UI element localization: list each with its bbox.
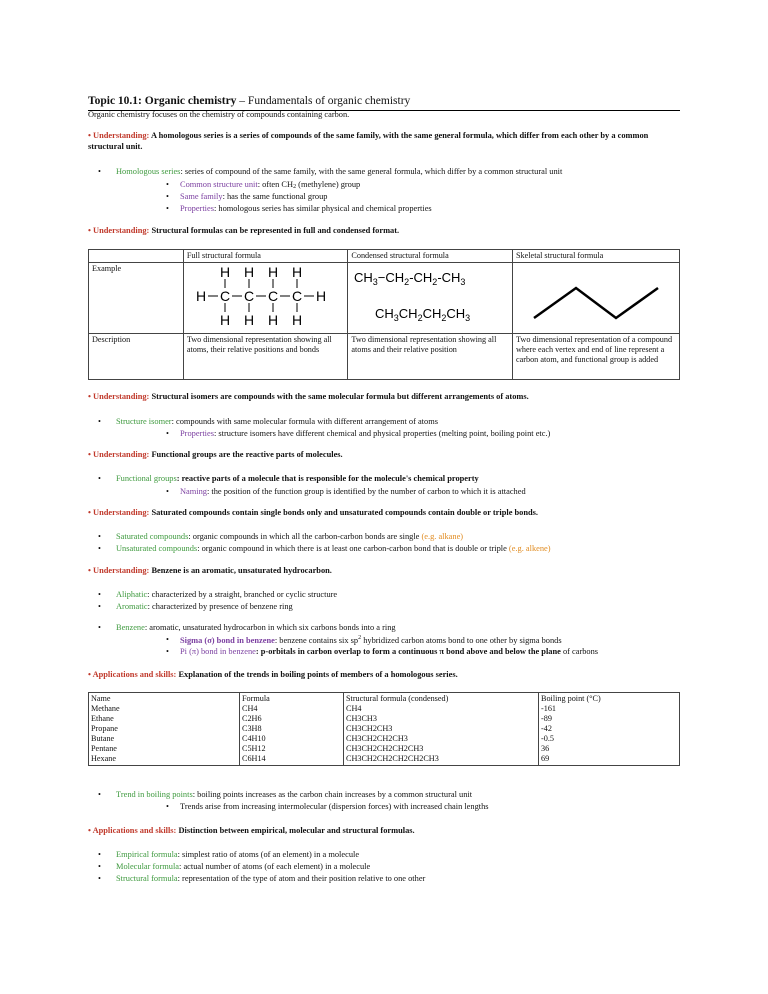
table-cell: -0.5 <box>541 734 554 743</box>
boiling-point-table <box>88 692 680 766</box>
subbullet-sigma <box>180 635 676 647</box>
understanding-functional-groups <box>88 450 680 461</box>
bullet-text: : aromatic, unsaturated hydrocarbon in which six carbons bonds into a ring <box>144 623 396 632</box>
table-cell: Pentane <box>91 744 117 753</box>
formulas-column <box>240 693 344 766</box>
bullet-text: : representation of the type of atom and their position relative to one other <box>177 874 426 883</box>
svg-text:C: C <box>267 288 278 305</box>
bullet-unsaturated <box>116 544 676 555</box>
term-sigma-bond: Sigma (σ) bond in benzene <box>180 635 275 645</box>
understanding-text: Benzene is an aromatic, unsaturated hydrocarbon. <box>149 566 332 575</box>
table-cell: C3H8 <box>242 724 262 733</box>
bullet-saturated <box>116 532 676 543</box>
table-cell: C2H6 <box>242 714 262 723</box>
skeletal-structural-cell <box>513 263 680 333</box>
bullet-text: : characterized by presence of benzene ring <box>147 602 293 611</box>
understanding-structural-formulas <box>88 226 680 237</box>
subbullet-text-end: of carbons <box>560 647 599 656</box>
understanding-label: • Understanding: <box>88 131 150 140</box>
structural-column <box>344 693 539 766</box>
column-header: Structural formula (condensed) <box>346 694 449 703</box>
svg-text:H: H <box>291 312 302 329</box>
subbullet-text-end: (methylene) group <box>296 180 361 189</box>
table-cell: C5H12 <box>242 744 266 753</box>
subbullet-text: : has the same functional group <box>222 192 328 201</box>
bullet-functional-groups <box>116 474 676 485</box>
subbullet-text: : the position of the function group is identified by the number of carbon to which it is attached <box>206 487 526 496</box>
svg-text:H: H <box>267 264 278 281</box>
svg-text:H: H <box>219 264 230 281</box>
application-boiling-points <box>88 670 680 681</box>
table-header-cell <box>89 250 184 263</box>
table-header-cell: Condensed structural formula <box>348 250 513 263</box>
row-label-example: Example <box>89 263 184 333</box>
term-benzene: Benzene <box>116 623 145 632</box>
title-rest: – Fundamentals of organic chemistry <box>236 95 411 107</box>
bullet-text: : simplest ratio of atoms (of an element) in a molecule <box>177 850 360 859</box>
table-row-description <box>89 333 680 379</box>
table-cell: -42 <box>541 724 552 733</box>
table-cell: C6H14 <box>242 754 266 763</box>
bullet-text: : compounds with same molecular formula with different arrangement of atoms <box>171 417 438 426</box>
bullet-text: : reactive parts of a molecule that is responsible for the molecule's chemical property <box>176 474 479 483</box>
table-cell: CH3CH2CH3 <box>346 724 393 733</box>
understanding-homologous <box>88 131 680 153</box>
bullet-molecular <box>116 862 676 873</box>
table-cell: CH3CH2CH2CH3 <box>346 734 408 743</box>
table-cell: -161 <box>541 704 557 713</box>
understanding-text: Functional groups are the reactive parts of molecules. <box>149 450 343 459</box>
subbullet-text: : benzene contains six sp <box>274 635 359 645</box>
subbullet-text: : homologous series has similar physical and chemical properties <box>213 204 432 213</box>
understanding-text: Structural isomers are compounds with the same molecular formula but different arrangements of atoms. <box>149 392 529 401</box>
term-homologous: Homologous series <box>116 167 181 176</box>
bullet-trend <box>116 790 676 801</box>
bullet-structure-isomer <box>116 417 676 428</box>
application-label: • Applications and skills: <box>88 670 177 679</box>
skeletal-formula-image <box>516 264 676 328</box>
bullet-aromatic <box>116 602 676 613</box>
term-functional-groups: Functional groups <box>116 474 177 483</box>
example-alkene: (e.g. alkene) <box>508 544 551 553</box>
svg-text:H: H <box>195 288 206 305</box>
structural-formula-table <box>88 249 680 380</box>
svg-text:H: H <box>243 312 254 329</box>
table-cell: CH4 <box>346 704 362 713</box>
subbullet-text: : often CH <box>257 180 294 189</box>
table-cell: Ethane <box>91 714 114 723</box>
bullet-text: : actual number of atoms (of each element) in a molecule <box>179 862 371 871</box>
description-skeletal: Two dimensional representation of a compound where each vertex and end of line represent a carbon atom, and functional group is added <box>513 333 680 379</box>
term-unsaturated: Unsaturated compounds <box>116 544 198 553</box>
svg-text:H: H <box>291 264 302 281</box>
svg-text:H: H <box>315 288 326 305</box>
svg-text:H: H <box>219 312 230 329</box>
bullet-structural <box>116 874 676 885</box>
term-structural: Structural formula <box>116 874 178 883</box>
term-pi-bond: Pi (π) bond in benzene <box>180 647 256 656</box>
understanding-label: • Understanding: <box>88 508 150 517</box>
understanding-label: • Understanding: <box>88 566 150 575</box>
term-same-family: Same family <box>180 192 223 201</box>
subbullet-properties <box>180 204 676 215</box>
subbullet-text: Trends arise from increasing intermolecular (dispersion forces) with increased chain lengths <box>180 802 489 811</box>
svg-text:C: C <box>219 288 230 305</box>
title-bold: Topic 10.1: Organic chemistry <box>88 95 237 107</box>
application-text: Distinction between empirical, molecular and structural formulas. <box>176 826 415 835</box>
condensed-structural-cell <box>348 263 513 333</box>
table-cell: CH3CH2CH2CH2CH2CH3 <box>346 754 439 763</box>
table-cell: Butane <box>91 734 115 743</box>
column-header: Name <box>91 694 111 703</box>
term-aliphatic: Aliphatic <box>116 590 148 599</box>
intro-text: Organic chemistry focuses on the chemistry of compounds containing carbon. <box>88 110 350 119</box>
subbullet-text: : p-orbitals in carbon overlap to form a continuous π bond above and below the plane <box>255 647 561 656</box>
table-row-example <box>89 263 680 333</box>
boiling-point-column <box>539 693 680 766</box>
bullet-homologous <box>116 167 676 178</box>
understanding-benzene <box>88 566 680 577</box>
bullet-text: : boiling points increases as the carbon chain increases by a common structural unit <box>192 790 473 799</box>
example-alkane: (e.g. alkane) <box>421 532 464 541</box>
description-full: Two dimensional representation showing all atoms, their relative positions and bonds <box>183 333 348 379</box>
application-text: Explanation of the trends in boiling points of members of a homologous series. <box>176 670 458 679</box>
svg-text:C: C <box>291 288 302 305</box>
term-structure-unit: Common structure unit <box>180 180 258 189</box>
full-structural-formula-image <box>187 264 337 328</box>
table-header-cell: Skeletal structural formula <box>513 250 680 263</box>
understanding-text: A homologous series is a series of compounds of the same family, with the same general formula, which differ from each other by a common structural unit. <box>88 131 649 151</box>
names-column <box>89 693 240 766</box>
subbullet-structure-unit <box>180 180 676 192</box>
bullet-empirical <box>116 850 676 861</box>
table-cell: C4H10 <box>242 734 266 743</box>
subbullet-text-end: hybridized carbon atoms bond to one other by sigma bonds <box>361 635 562 645</box>
subbullet-naming <box>180 487 676 498</box>
understanding-text: Saturated compounds contain single bonds only and unsaturated compounds contain double or triple bonds. <box>149 508 539 517</box>
full-structural-drawing <box>183 263 348 333</box>
understanding-isomers <box>88 392 680 403</box>
understanding-saturated <box>88 508 680 519</box>
table-cell: Methane <box>91 704 120 713</box>
term-properties: Properties <box>180 429 214 438</box>
term-empirical: Empirical formula <box>116 850 178 859</box>
bullet-text: : organic compound in which there is at least one carbon-carbon bond that is double or triple <box>197 544 509 553</box>
term-properties: Properties <box>180 204 214 213</box>
term-saturated: Saturated compounds <box>116 532 189 541</box>
bullet-text: : organic compounds in which all the carbon-carbon bonds are single <box>188 532 422 541</box>
svg-text:C: C <box>243 288 254 305</box>
svg-text:CH3CH2CH2CH3: $CH_3CH_2CH_2CH_3$ <box>375 306 471 324</box>
column-header: Boiling point (°C) <box>541 694 601 703</box>
table-header-cell: Full structural formula <box>183 250 348 263</box>
svg-text:H: H <box>267 312 278 329</box>
table-cell: CH3CH3 <box>346 714 377 723</box>
table-cell: 36 <box>541 744 550 753</box>
table-cell: 69 <box>541 754 550 763</box>
table-row <box>89 693 680 766</box>
bullet-benzene <box>116 623 676 634</box>
subbullet-text: : structure isomers have different chemical and physical properties (melting point, boiling point etc.) <box>213 429 551 438</box>
table-cell: -89 <box>541 714 552 723</box>
table-cell: CH3CH2CH2CH2CH3 <box>346 744 424 753</box>
table-cell: CH4 <box>242 704 258 713</box>
svg-text:CH3−CH2-CH2-CH3: $CH_3-CH_2-CH_2-CH_3$ <box>354 270 466 288</box>
bullet-text: : characterized by a straight, branched or cyclic structure <box>147 590 338 599</box>
understanding-label: • Understanding: <box>88 226 150 235</box>
subbullet-isomer-properties <box>180 429 676 440</box>
term-aromatic: Aromatic <box>116 602 148 611</box>
description-condensed: Two dimensional representation showing all atoms and their relative position <box>348 333 513 379</box>
bullet-aliphatic <box>116 590 676 601</box>
subbullet-same-family <box>180 192 676 203</box>
condensed-formula-image <box>351 264 501 328</box>
column-header: Formula <box>242 694 270 703</box>
term-structure-isomer: Structure isomer <box>116 417 172 426</box>
application-formulas <box>88 826 680 837</box>
table-header-row <box>89 250 680 263</box>
term-molecular: Molecular formula <box>116 862 180 871</box>
understanding-label: • Understanding: <box>88 450 150 459</box>
table-cell: Hexane <box>91 754 117 763</box>
bullet-text: : series of compound of the same family, with the same general formula, which differ by a common structural unit <box>180 167 563 176</box>
application-label: • Applications and skills: <box>88 826 177 835</box>
table-cell: Propane <box>91 724 118 733</box>
subscript: 2 <box>293 184 297 190</box>
understanding-label: • Understanding: <box>88 392 150 401</box>
svg-text:H: H <box>243 264 254 281</box>
term-trend: Trend in boiling points <box>116 790 193 799</box>
row-label-description: Description <box>89 333 184 379</box>
subbullet-trend <box>180 802 676 813</box>
subbullet-pi <box>180 647 676 658</box>
term-naming: Naming <box>180 487 207 496</box>
understanding-text: Structural formulas can be represented in full and condensed format. <box>149 226 400 235</box>
page-title <box>88 94 680 111</box>
superscript: 2 <box>358 635 362 641</box>
